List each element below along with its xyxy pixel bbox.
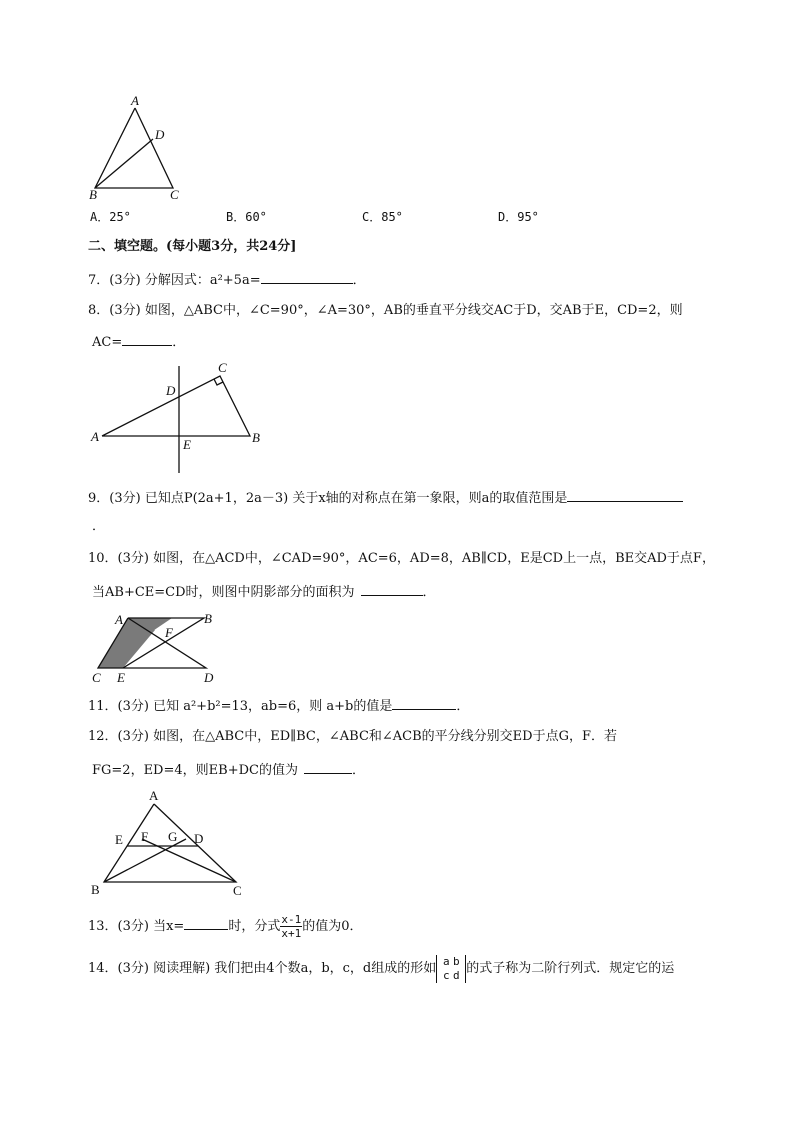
fig12-label-g: G bbox=[168, 829, 178, 844]
question-8-line1: 8．(3分) 如图，△ABC中，∠C=90°，∠A=30°，AB的垂直平分线交AC于D，交AB于E，CD=2，则 bbox=[88, 303, 683, 318]
fig12-label-d: D bbox=[194, 831, 204, 846]
question-14: 14．(3分) 阅读理解) 我们把由4个数a，b，c，d组成的形如 a b c d 的式子称为二阶行列式．规定它的运 bbox=[88, 954, 675, 982]
q7-text: 7．(3分) 分解因式： bbox=[88, 273, 210, 288]
fig10-label-b: B bbox=[204, 611, 212, 626]
section-title-fill-in: 二、填空题。(每小题3分，共24分] bbox=[88, 239, 297, 254]
question-9-line1: 9．(3分) 已知点P(2a+1，2a－3) 关于x轴的对称点在第一象限，则a的取值范围是 bbox=[88, 488, 683, 508]
figure-trapezoid-q10 bbox=[88, 608, 228, 688]
fig6-label-b: B bbox=[89, 187, 97, 202]
question-12-line1: 12．(3分) 如图，在△ABC中，ED∥BC，∠ABC和∠ACB的平分线分别交ED于点G，F．若 bbox=[88, 729, 617, 744]
question-7: 7．(3分) 分解因式：a²+5a= ． bbox=[88, 270, 366, 290]
fig12-label-c: C bbox=[233, 883, 242, 898]
fig8-label-d: D bbox=[166, 383, 176, 398]
fig8-label-a: A bbox=[91, 429, 99, 444]
q6-option-d: D．95° bbox=[498, 210, 539, 224]
q14-determinant: a b c d bbox=[436, 955, 466, 983]
fig12-label-e: E bbox=[115, 832, 123, 847]
question-11: 11．(3分) 已知 a²+b²=13，ab=6，则 a+b的值是 ． bbox=[88, 696, 469, 716]
question-10-line1: 10．(3分) 如图，在△ACD中，∠CAD=90°，AC=6，AD=8，AB∥CD，E是CD上一点，BE交AD于点F， bbox=[88, 551, 715, 566]
q7-expr: a²+5a= bbox=[209, 273, 261, 288]
q11-answer-blank[interactable] bbox=[392, 696, 456, 710]
fig10-label-f: F bbox=[165, 625, 173, 640]
fig12-label-f: F bbox=[141, 829, 149, 844]
fig10-label-e: E bbox=[117, 670, 125, 685]
question-10-line2: 当AB+CE=CD时，则图中阴影部分的面积为 ． bbox=[92, 582, 436, 602]
figure-triangle-q6 bbox=[85, 92, 195, 204]
q6-option-b: B．60° bbox=[226, 210, 267, 224]
q9-answer-blank[interactable] bbox=[567, 488, 683, 502]
fig12-label-a: A bbox=[149, 788, 159, 803]
q10-answer-blank[interactable] bbox=[361, 582, 423, 596]
fig8-label-b: B bbox=[252, 430, 260, 445]
question-9-line2: ． bbox=[92, 519, 106, 534]
q6-option-a: A．25° bbox=[90, 210, 131, 224]
q13-answer-blank[interactable] bbox=[184, 916, 228, 930]
fig6-label-c: C bbox=[170, 187, 179, 202]
question-8-line2: AC= ． bbox=[92, 332, 185, 352]
q13-fraction: $\frac{x-1}{x+1}$ bbox=[281, 913, 302, 940]
fig12-label-b: B bbox=[91, 882, 100, 897]
fig6-label-a: A bbox=[131, 93, 139, 108]
q7-answer-blank[interactable] bbox=[261, 270, 353, 284]
fig8-label-e: E bbox=[183, 437, 191, 452]
question-13: 13．(3分) 当x= 时，分式 $\frac{x-1}{x+1}$ 的值为0． bbox=[88, 913, 363, 940]
figure-triangle-q8 bbox=[88, 358, 268, 476]
figure-triangle-q12 bbox=[88, 788, 248, 900]
q8-answer-blank[interactable] bbox=[122, 332, 172, 346]
q6-option-c: C．85° bbox=[362, 210, 403, 224]
fig6-label-d: D bbox=[155, 127, 165, 142]
fig10-label-c: C bbox=[92, 670, 101, 685]
fig8-label-c: C bbox=[218, 360, 227, 375]
fig10-label-d: D bbox=[204, 670, 214, 685]
q12-answer-blank[interactable] bbox=[304, 760, 352, 774]
fig10-label-a: A bbox=[115, 612, 123, 627]
question-12-line2: FG=2，ED=4，则EB+DC的值为 ． bbox=[92, 760, 365, 780]
